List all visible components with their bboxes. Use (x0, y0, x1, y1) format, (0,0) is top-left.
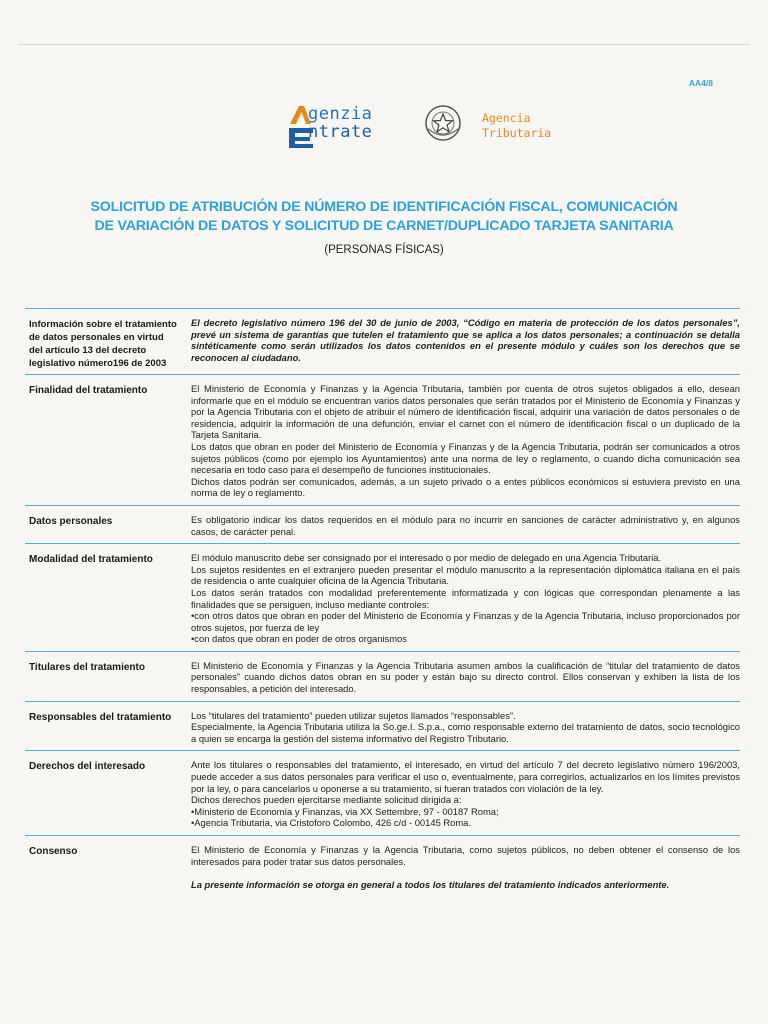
text-informacion (181, 309, 740, 374)
modalidad-bullet-1: • con otros datos que obran en poder del Ministerio de Economía y Finanzas y de la Agencia Tributaria, incluso proporcionados por otros sujetos, por fuerza de ley (191, 610, 740, 633)
document-code: AA4/8 (688, 78, 713, 88)
modalidad-paragraph-3: Los datos serán tratados con modalidad preferentemente informatizada y con lógicas que correspondan plenamente a las finalidades que se persiguen, incluso mediante controles: (191, 586, 740, 610)
responsables-paragraph-2: Especialmente, la Agencia Tributaria utiliza la So.ge.I. S.p.a., como responsable externo del tratamiento de datos, socio tecnológico a quien se encarga la gestión del sistema informativo del Registro Tributario. (191, 721, 740, 744)
text-derechos (181, 751, 740, 835)
datos-paragraph: Es obligatorio indicar los datos requeridos en el módulo para no incurrir en sanciones de carácter administrativo y, en algunos casos, de carácter penal. (191, 513, 740, 537)
label-datos-personales: Datos personales (29, 515, 113, 527)
label-modalidad: Modalidad del tratamiento (29, 554, 153, 566)
text-finalidad (181, 375, 740, 505)
label-responsables: Responsables del tratamiento (29, 711, 172, 723)
page-subtitle: (PERSONAS FÍSICAS) (324, 244, 444, 256)
consenso-paragraph-2: La presente información se otorga en general a todos los titulares del tratamiento indicados anteriormente. (191, 879, 670, 891)
label-derechos: Derechos del interesado (29, 761, 146, 773)
row-modalidad (25, 543, 740, 651)
title-line-1: SOLICITUD DE ATRIBUCIÓN DE NÚMERO DE IDENTIFICACIÓN FISCAL, COMUNICACIÓN (90, 199, 678, 215)
row-responsables (25, 701, 740, 751)
derechos-bullet-1: • Ministerio de Economía y Finanzas, via XX Settembre, 97 - 00187 Roma; (191, 806, 740, 818)
row-datos-personales (25, 505, 740, 543)
finalidad-paragraph-1: El Ministerio de Economía y Finanzas y la Agencia Tributaria, también por cuenta de otros sujetos obligados a ello, desean informarle que en el módulo se encuentran varios datos personales que serán tratados por el Ministerio de Economía y Finanzas y por la Agencia Tributaria con el objeto de atribuir el número de identificación fiscal, adquirir una variación de datos personales o de residencia, adquirir la información de una defunción, enviar el carnet con el número de identificación fiscal o un duplicado de la Tarjeta Sanitaria. (191, 383, 740, 441)
label-titulares: Titulares del tratamiento (29, 661, 145, 673)
derechos-paragraph-1: Ante los titulares o responsables del tratamiento, el interesado, en virtud del artículo 7 del decreto legislativo número 196/2003, puede acceder a sus datos personales para verificar el uso o, eventualmente, para corregirlos, actualizarlos en los límites previstos por la ley, o para cancelarlos u oponerse a su tratamiento, si fueran tratados con violación de la ley. (191, 759, 740, 794)
label-finalidad: Finalidad del tratamiento (29, 385, 148, 396)
logo-tributaria-text: Tributaria (482, 126, 552, 140)
logo-agenzia-text: genzia (308, 104, 373, 124)
modalidad-paragraph-1: El módulo manuscrito debe ser consignado por el interesado o por medio de delegado en una Agencia Tributaria. (191, 552, 662, 564)
text-titulares (181, 652, 740, 701)
row-consenso (25, 835, 740, 897)
top-divider (18, 44, 750, 45)
responsables-paragraph-1: Los “titulares del tratamiento” pueden utilizar sujetos llamados “responsables”. (191, 709, 516, 721)
logo-agencia-text: Agencia (482, 111, 531, 125)
label-consenso: Consenso (29, 846, 78, 857)
derechos-bullet-2: • Agencia Tributaria, via Cristoforo Colombo, 426 c/d - 00145 Roma. (191, 817, 740, 829)
modalidad-paragraph-2: Los sujetos residentes en el extranjero pueden presentar el módulo manuscrito a la representación diplomática italiana en el país de residencia o ante cualquier oficina de la Agencia Tributaria. (191, 563, 740, 587)
text-modalidad (181, 544, 740, 651)
informacion-paragraph: El decreto legislativo número 196 del 30 de junio de 2003, “Código en materia de protección de los datos personales”, prevé un sistema de garantías que tutelen el tratamiento que se aplica a los datos personales; a continuación se detalla sintéticamente como serán utilizados los datos contenidos en el presente módulo y cuáles son los derechos que se reconocen al ciudadano. (191, 317, 740, 363)
row-finalidad (25, 374, 740, 505)
page-title (20, 198, 748, 236)
row-derechos (25, 750, 740, 835)
row-informacion (25, 308, 740, 374)
finalidad-paragraph-3: Dichos datos podrán ser comunicados, además, a un sujeto privado o a entes públicos económicos si estuviera previsto en una norma de ley o reglamento. (191, 475, 740, 499)
row-titulares (25, 651, 740, 701)
text-consenso (181, 836, 740, 897)
agenzia-entrate-logo (286, 100, 586, 160)
titulares-paragraph: El Ministerio de Economía y Finanzas y la Agencia Tributaria asumen ambos la cualificación de “titular del tratamiento de datos personales” cuando dichos datos obran en su poder y están bajo su directo control. Ellos conservan y exhiben la lista de los responsables, a petición del interesado. (191, 659, 740, 695)
logo-entrate-text: ntrate (308, 122, 373, 142)
republic-emblem-icon (423, 103, 463, 143)
text-datos-personales (181, 506, 740, 543)
modalidad-bullet-2: • con datos que obran en poder de otros organismos (191, 633, 740, 645)
privacy-info-table (25, 308, 740, 897)
label-informacion: Información sobre el tratamiento de datos personales en virtud del artículo 13 del decreto legislativo número196 de 2003 (29, 319, 177, 369)
derechos-paragraph-2: Dichos derechos pueden ejercitarse mediante solicitud dirigida a: (191, 794, 462, 806)
consenso-paragraph-1: El Ministerio de Economía y Finanzas y la Agencia Tributaria, como sujetos públicos, no deben obtener el consenso de los interesados para poder tratar sus datos personales. (191, 844, 740, 867)
text-responsables (181, 702, 740, 751)
title-line-2: DE VARIACIÓN DE DATOS Y SOLICITUD DE CARNET/DUPLICADO TARJETA SANITARIA (94, 218, 674, 234)
finalidad-paragraph-2: Los datos que obran en poder del Ministerio de Economía y Finanzas y de la Agencia Tributaria, podrán ser comunicados a otros sujetos públicos (como por ejemplo los Ayuntamientos) ante una norma de ley o reglamento, o cuando dicha comunicación sea necesaria en todo caso para el desempeño de funciones institucionales. (191, 440, 740, 476)
